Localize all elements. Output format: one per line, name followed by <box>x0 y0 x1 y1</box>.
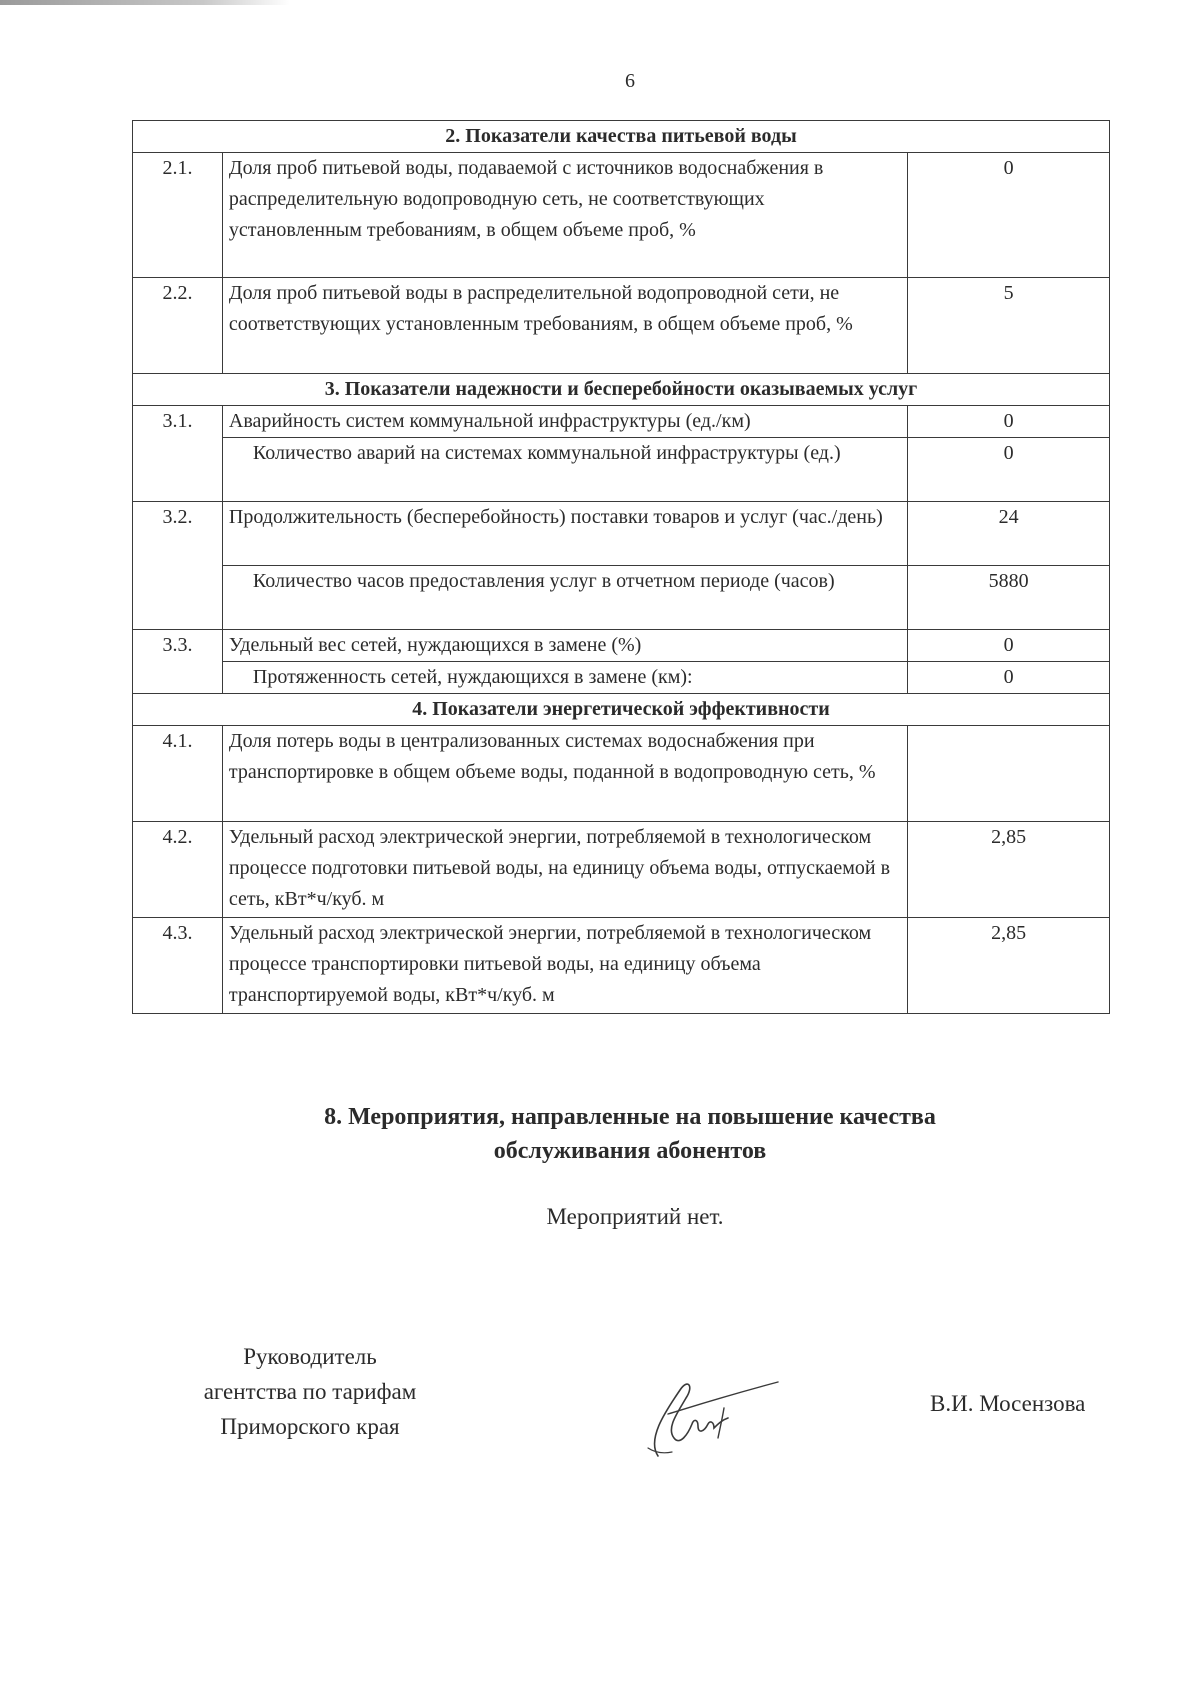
row-description: Протяженность сетей, нуждающихся в замене (км): <box>222 662 907 694</box>
row-description: Аварийность систем коммунальной инфраструктуры (ед./км) <box>222 406 907 438</box>
table-row <box>133 278 1110 374</box>
table-row <box>133 630 1110 662</box>
row-number: 3.3. <box>133 630 223 662</box>
row-description: Доля проб питьевой воды в распределительной водопроводной сети, не соответствующих установленным требованиям, в общем объеме проб, % <box>222 278 907 374</box>
table-row <box>133 153 1110 278</box>
row-number: 4.2. <box>133 822 223 918</box>
handwritten-signature <box>628 1368 798 1468</box>
section-header-row <box>133 694 1110 726</box>
table-row <box>133 918 1110 1014</box>
signer-position-line2: агентства по тарифам <box>203 1379 417 1404</box>
row-number <box>133 438 223 502</box>
row-value: 2,85 <box>908 918 1110 1014</box>
scan-edge <box>0 0 290 5</box>
row-description: Доля потерь воды в централизованных системах водоснабжения при транспортировке в общем объеме воды, поданной в водопроводную сеть, % <box>222 726 907 822</box>
row-description: Количество часов предоставления услуг в отчетном периоде (часов) <box>222 566 907 630</box>
row-value: 24 <box>908 502 1110 566</box>
section-8-title-line2: обслуживания абонентов <box>493 1138 767 1164</box>
row-value: 0 <box>908 406 1110 438</box>
row-description: Количество аварий на системах коммунальной инфраструктуры (ед.) <box>222 438 907 502</box>
table-row <box>133 566 1110 630</box>
signer-name: В.И. Мосензова <box>930 1391 1086 1416</box>
row-value: 0 <box>908 438 1110 502</box>
section-header-row <box>133 121 1110 153</box>
section-8-body: Мероприятий нет. <box>546 1204 724 1229</box>
row-number: 4.1. <box>133 726 223 822</box>
row-value <box>908 726 1110 822</box>
row-description: Удельный расход электрической энергии, потребляемой в технологическом процессе транспортировки питьевой воды, на единицу объема транспортируемой воды, кВт*ч/куб. м <box>222 918 907 1014</box>
table-row <box>133 406 1110 438</box>
row-number <box>133 662 223 694</box>
section-header-row <box>133 374 1110 406</box>
section-title: 4. Показатели энергетической эффективности <box>133 694 1110 726</box>
row-number: 2.1. <box>133 153 223 278</box>
table-row <box>133 502 1110 566</box>
signer-position-line3: Приморского края <box>220 1414 400 1439</box>
row-value: 5 <box>908 278 1110 374</box>
row-value: 2,85 <box>908 822 1110 918</box>
row-number: 4.3. <box>133 918 223 1014</box>
row-number: 2.2. <box>133 278 223 374</box>
row-value: 0 <box>908 153 1110 278</box>
signer-position <box>160 1339 460 1444</box>
row-value: 0 <box>908 662 1110 694</box>
row-number <box>133 566 223 630</box>
page-number: 6 <box>625 70 635 92</box>
table-row <box>133 822 1110 918</box>
indicators-table <box>132 120 1110 1014</box>
table-row <box>133 438 1110 502</box>
section-8-title-line1: 8. Мероприятия, направленные на повышение качества <box>324 1104 936 1130</box>
row-value: 0 <box>908 630 1110 662</box>
row-description: Доля проб питьевой воды, подаваемой с источников водоснабжения в распределительную водопроводную сеть, не соответствующих установленным требованиям, в общем объеме проб, % <box>222 153 907 278</box>
row-description: Удельный вес сетей, нуждающихся в замене (%) <box>222 630 907 662</box>
row-description: Удельный расход электрической энергии, потребляемой в технологическом процессе подготовки питьевой воды, на единицу объема воды, отпускаемой в сеть, кВт*ч/куб. м <box>222 822 907 918</box>
section-title: 2. Показатели качества питьевой воды <box>133 121 1110 153</box>
row-description: Продолжительность (бесперебойность) поставки товаров и услуг (час./день) <box>222 502 907 566</box>
row-number: 3.1. <box>133 406 223 438</box>
row-value: 5880 <box>908 566 1110 630</box>
signer-position-line1: Руководитель <box>243 1344 377 1369</box>
section-8-heading <box>0 1100 1200 1168</box>
table-row <box>133 662 1110 694</box>
row-number: 3.2. <box>133 502 223 566</box>
section-title: 3. Показатели надежности и бесперебойности оказываемых услуг <box>133 374 1110 406</box>
table-row <box>133 726 1110 822</box>
